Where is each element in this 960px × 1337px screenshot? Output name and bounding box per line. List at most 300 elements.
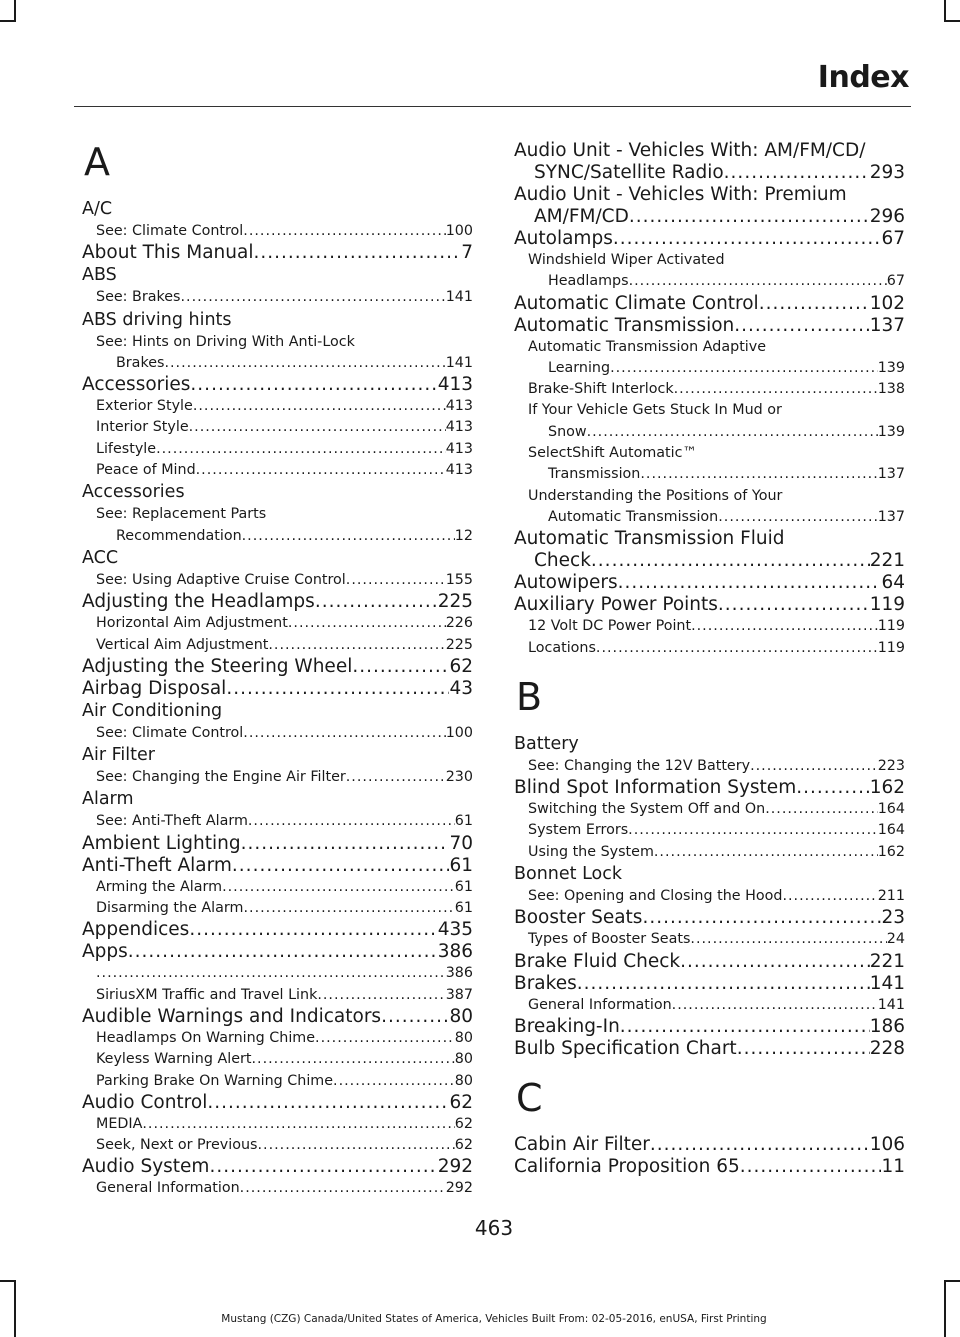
index-subentry: [82, 898, 473, 919]
entry-text: See: Climate Control: [96, 223, 244, 239]
dot-leader: [759, 293, 870, 315]
index-entry: [514, 228, 905, 250]
index-entry: Audio Unit - Vehicles With: Premium: [514, 184, 847, 205]
index-subentry: [514, 616, 905, 637]
index-entry: Accessories: [82, 482, 185, 503]
dot-leader: [241, 833, 450, 855]
index-subentry: [514, 995, 905, 1016]
page-ref: 80: [454, 1029, 473, 1046]
entry-text: See: Anti-Theft Alarm: [96, 813, 248, 830]
index-subentry: [514, 638, 905, 659]
page-ref: 67: [886, 273, 905, 290]
page-ref: 226: [445, 615, 473, 632]
entry-text: See: Brakes: [96, 289, 181, 306]
entry-text: Autowipers: [514, 572, 618, 594]
entry-text: Interior Style: [96, 419, 189, 436]
index-subentry: [514, 358, 905, 379]
index-entry: [82, 941, 473, 963]
index-entry: [82, 242, 473, 264]
index-entry: [514, 162, 905, 184]
crop-mark: [944, 20, 960, 22]
entry-list-right-c: [514, 1134, 905, 1178]
entry-text: Automatic Climate Control: [514, 292, 759, 314]
entry-list-left: [82, 198, 473, 1200]
section-letter-a: A: [84, 140, 110, 184]
page-ref: 62: [454, 1115, 473, 1132]
crop-mark: [0, 1280, 16, 1282]
entry-text: Airbag Disposal: [82, 677, 227, 699]
dot-leader: [209, 1156, 437, 1178]
page-ref: 386: [445, 965, 473, 982]
entry-text: See: Changing the 12V Battery: [528, 757, 751, 774]
index-subentry: [514, 379, 905, 400]
entry-text: Adjusting the Steering Wheel: [82, 655, 353, 677]
index-subentry: [82, 963, 473, 984]
entry-text: SYNC/Satellite Radio: [534, 162, 724, 183]
dot-leader: [718, 594, 870, 616]
dot-leader: [317, 985, 445, 1006]
page-ref: 230: [445, 769, 473, 786]
page-ref: 24: [886, 931, 905, 948]
entry-text: Transmission: [548, 466, 641, 483]
index-entry: Automatic Transmission Fluid: [514, 528, 785, 550]
index-entry: [82, 919, 473, 941]
dot-leader: [315, 591, 438, 613]
dot-leader: [654, 842, 878, 863]
index-entry: Alarm: [82, 789, 134, 810]
entry-text: SiriusXM Traffic and Travel Link: [96, 986, 318, 1003]
page-ref: 80: [454, 1072, 473, 1089]
index-subentry: See: Hints on Driving With Anti-Lock: [96, 333, 355, 350]
dot-leader: [718, 507, 877, 528]
entry-text: Auxiliary Power Points: [514, 594, 718, 616]
page-ref: 435: [437, 919, 473, 941]
entry-text: Locations: [528, 639, 596, 656]
page-ref: 61: [454, 900, 473, 917]
page-ref: 80: [449, 1005, 473, 1027]
dot-leader: [724, 162, 870, 184]
page-ref: 64: [881, 572, 905, 594]
dot-leader: [156, 439, 446, 460]
index-column-left: [82, 140, 473, 1200]
entry-text: Horizontal Aim Adjustment: [96, 615, 288, 632]
entry-text: General Information: [96, 1180, 240, 1197]
index-entry: [82, 374, 473, 396]
dot-leader: [222, 877, 455, 898]
entry-text: See: Opening and Closing the Hood: [528, 888, 783, 905]
index-entry: [514, 550, 905, 572]
page-ref: 221: [869, 550, 905, 572]
index-entry: ABS driving hints: [82, 309, 232, 330]
entry-text: Recommendation: [116, 527, 242, 544]
entry-text: 12 Volt DC Power Point: [528, 618, 692, 635]
index-entry: A/C: [82, 199, 113, 219]
entry-text: Seek, Next or Previous: [96, 1137, 258, 1154]
dot-leader: [333, 1071, 455, 1092]
crop-mark: [14, 0, 16, 22]
dot-leader: [618, 572, 882, 594]
entry-text: California Proposition 65: [514, 1155, 740, 1177]
page-ref: 223: [877, 757, 905, 774]
section-letter-b: B: [516, 674, 543, 719]
entry-text: Brake Fluid Check: [514, 950, 681, 972]
page-ref: 61: [454, 878, 473, 895]
dot-leader: [128, 941, 438, 963]
page-ref: 61: [449, 854, 473, 876]
dot-leader: [243, 898, 454, 919]
page-ref: 141: [445, 289, 473, 306]
page-ref: 70: [449, 832, 473, 854]
index-entry: [82, 656, 473, 678]
entry-text: Learning: [548, 359, 611, 376]
index-entry: [514, 293, 905, 315]
page-ref: 62: [449, 655, 473, 677]
page-ref: 67: [881, 228, 905, 249]
page-ref: 413: [445, 419, 473, 436]
entry-text: Exterior Style: [96, 398, 193, 415]
dot-leader: [591, 550, 870, 572]
page-ref: 228: [869, 1037, 905, 1059]
index-subentry: [82, 221, 473, 242]
dot-leader: [620, 1016, 870, 1038]
index-subentry: [514, 886, 905, 907]
index-subentry: Automatic Transmission Adaptive: [528, 338, 767, 355]
dot-leader: [226, 678, 449, 700]
entry-text: Vertical Aim Adjustment: [96, 636, 269, 653]
dot-leader: [796, 777, 869, 799]
entry-text: See: Using Adaptive Cruise Control: [96, 571, 346, 588]
index-entry: [514, 315, 905, 337]
dot-leader: [96, 963, 446, 984]
dot-leader: [346, 570, 446, 591]
entry-text: Autolamps: [514, 228, 613, 249]
entry-text: Anti-Theft Alarm: [82, 854, 232, 876]
dot-leader: [587, 422, 878, 443]
dot-leader: [782, 886, 877, 907]
index-entry: Battery: [514, 733, 579, 754]
page-ref: 155: [445, 571, 473, 588]
page-ref: 387: [445, 986, 473, 1003]
dot-leader: [740, 1156, 882, 1178]
dot-leader: [207, 1092, 449, 1114]
index-entry: [514, 951, 905, 973]
entry-text: See: Climate Control: [96, 724, 244, 741]
page-ref: 141: [445, 354, 473, 371]
dot-leader: [193, 396, 446, 417]
dot-leader: [381, 1006, 449, 1028]
page-ref: 413: [445, 462, 473, 479]
index-subentry: [82, 1028, 473, 1049]
index-subentry: [82, 353, 473, 374]
entry-text: Check: [534, 550, 591, 572]
entry-text: Disarming the Alarm: [96, 900, 244, 917]
dot-leader: [628, 820, 878, 841]
index-subentry: Windshield Wiper Activated: [528, 252, 725, 268]
page-ref: 7: [461, 242, 473, 264]
entry-text: Appendices: [82, 919, 190, 941]
index-subentry: [82, 570, 473, 591]
entry-text: Audio Control: [82, 1091, 208, 1113]
dot-leader: [737, 1038, 870, 1060]
page-ref: 119: [877, 618, 905, 635]
entry-text: Apps: [82, 941, 128, 963]
index-entry: Audio Unit - Vehicles With: AM/FM/CD/: [514, 140, 866, 161]
dot-leader: [189, 919, 437, 941]
dot-leader: [672, 995, 878, 1016]
crop-mark: [14, 1280, 16, 1337]
dot-leader: [674, 379, 878, 400]
index-subentry: Understanding the Positions of Your: [528, 487, 783, 504]
dot-leader: [240, 1178, 446, 1199]
dot-leader: [243, 221, 445, 242]
entry-text: Keyless Warning Alert: [96, 1051, 252, 1068]
page-ref: 139: [877, 423, 905, 440]
index-entry: [82, 591, 473, 613]
dot-leader: [610, 358, 878, 379]
index-entry: [514, 206, 905, 228]
entry-text: Bulb Specification Chart: [514, 1037, 737, 1059]
dot-leader: [252, 1049, 455, 1070]
section-letter-c: C: [516, 1075, 543, 1120]
index-subentry: [82, 439, 473, 460]
dot-leader: [680, 951, 870, 973]
entry-text: Parking Brake On Warning Chime: [96, 1072, 334, 1089]
index-entry: [82, 1006, 473, 1028]
index-subentry: [82, 811, 473, 832]
dot-leader: [629, 271, 887, 292]
index-entry: Bonnet Lock: [514, 864, 622, 885]
index-entry: [514, 1134, 905, 1156]
page-ref: 141: [877, 996, 905, 1013]
dot-leader: [196, 460, 446, 481]
index-entry: [514, 572, 905, 594]
page-ref: 225: [437, 591, 473, 613]
dot-leader: [642, 907, 881, 929]
page-ref: 413: [445, 398, 473, 415]
dot-leader: [352, 656, 449, 678]
page-ref: 164: [877, 822, 905, 839]
page-ref: 12: [454, 527, 473, 544]
dot-leader: [315, 1028, 455, 1049]
dot-leader: [189, 417, 446, 438]
entry-text: Audio System: [82, 1156, 210, 1178]
dot-leader: [142, 1114, 454, 1135]
entry-text: Accessories: [82, 374, 191, 396]
page-ref: 119: [869, 594, 905, 616]
entry-text: MEDIA: [96, 1115, 143, 1132]
index-subentry: [82, 1114, 473, 1135]
entry-text: Automatic Transmission: [548, 508, 719, 525]
page-ref: 225: [445, 636, 473, 653]
page-ref: 292: [437, 1156, 473, 1178]
entry-text: Arming the Alarm: [96, 878, 223, 895]
dot-leader: [765, 799, 878, 820]
entry-list-right-b: [514, 733, 905, 1060]
entry-text: Audible Warnings and Indicators: [82, 1005, 382, 1027]
dot-leader: [750, 756, 878, 777]
page-ref: 413: [445, 440, 473, 457]
entry-text: Lifestyle: [96, 440, 157, 457]
page-ref: 62: [449, 1091, 473, 1113]
dot-leader: [629, 206, 870, 228]
index-subentry: See: Replacement Parts: [96, 506, 267, 523]
entry-text: Snow: [548, 423, 587, 440]
index-subentry: [82, 460, 473, 481]
dot-leader: [181, 287, 446, 308]
index-subentry: [514, 799, 905, 820]
index-entry: [514, 973, 905, 995]
page-ref: 62: [454, 1137, 473, 1154]
page-ref: 23: [881, 907, 905, 929]
dot-leader: [232, 855, 450, 877]
page-ref: 164: [877, 801, 905, 818]
index-subentry: If Your Vehicle Gets Stuck In Mud or: [528, 402, 782, 419]
entry-text: Adjusting the Headlamps: [82, 591, 315, 613]
index-entry: [514, 594, 905, 616]
page-ref: 139: [877, 359, 905, 376]
entry-text: Types of Booster Seats: [528, 931, 691, 948]
index-subentry: [82, 1135, 473, 1156]
page-ref: 141: [869, 972, 905, 994]
dot-leader: [346, 767, 446, 788]
index-subentry: [514, 820, 905, 841]
header-divider: [74, 106, 911, 107]
dot-leader: [268, 635, 445, 656]
page-ref: 43: [449, 677, 473, 699]
entry-text: See: Changing the Engine Air Filter: [96, 769, 346, 786]
crop-mark: [944, 1280, 946, 1337]
index-entry: [514, 1038, 905, 1060]
index-subentry: [82, 287, 473, 308]
index-subentry: [82, 1178, 473, 1199]
index-subentry: [514, 464, 905, 485]
index-subentry: [514, 756, 905, 777]
page-ref: 138: [877, 381, 905, 398]
page-ref: 11: [881, 1155, 905, 1177]
page-ref: 413: [437, 374, 473, 396]
index-subentry: [514, 842, 905, 863]
entry-text: Brake-Shift Interlock: [528, 381, 674, 398]
index-subentry: [514, 422, 905, 443]
page-title: Index: [817, 60, 909, 95]
entry-text: Breaking-In: [514, 1015, 620, 1037]
crop-mark: [944, 0, 946, 22]
index-subentry: [82, 417, 473, 438]
page-ref: 61: [454, 813, 473, 830]
entry-text: Cabin Air Filter: [514, 1133, 650, 1155]
index-subentry: [82, 877, 473, 898]
entry-text: Brakes: [116, 354, 165, 371]
index-subentry: [514, 507, 905, 528]
index-entry: [82, 855, 473, 877]
dot-leader: [254, 242, 462, 264]
entry-text: Automatic Transmission: [514, 314, 735, 336]
page-number: 463: [474, 1216, 514, 1240]
page-ref: 186: [869, 1015, 905, 1037]
index-entry: [82, 678, 473, 700]
edition-info: Mustang (CZG) Canada/United States of America, Vehicles Built From: 02-05-2016, enUSA, First Printing: [221, 1313, 767, 1325]
index-column-right: [514, 140, 905, 1178]
dot-leader: [248, 811, 455, 832]
index-entry: [514, 1156, 905, 1178]
page-ref: 162: [869, 777, 905, 799]
page-ref: 162: [877, 843, 905, 860]
index-entry: ACC: [82, 547, 119, 568]
crop-mark: [0, 20, 16, 22]
entry-text: Peace of Mind: [96, 462, 196, 479]
dot-leader: [691, 616, 878, 637]
dot-leader: [164, 353, 445, 374]
index-entry: Air Conditioning: [82, 700, 223, 721]
entry-text: Using the System: [528, 843, 654, 860]
index-subentry: [82, 613, 473, 634]
crop-mark: [944, 1280, 960, 1282]
index-subentry: [82, 767, 473, 788]
entry-text: Brakes: [514, 972, 577, 994]
index-subentry: [82, 526, 473, 547]
page-ref: 386: [437, 941, 473, 963]
index-subentry: [82, 396, 473, 417]
entry-text: About This Manual: [82, 242, 254, 264]
index-subentry: [514, 929, 905, 950]
page-ref: 100: [445, 223, 473, 239]
dot-leader: [613, 228, 882, 250]
dot-leader: [243, 723, 445, 744]
index-entry: [514, 1016, 905, 1038]
index-subentry: SelectShift Automatic™: [528, 445, 697, 462]
page-ref: 80: [454, 1051, 473, 1068]
dot-leader: [190, 374, 437, 396]
entry-text: Ambient Lighting: [82, 832, 241, 854]
index-entry: [514, 907, 905, 929]
page-ref: 119: [877, 639, 905, 656]
index-subentry: [82, 985, 473, 1006]
index-entry: [82, 833, 473, 855]
page-ref: 292: [445, 1180, 473, 1197]
index-subentry: [82, 1071, 473, 1092]
dot-leader: [650, 1134, 870, 1156]
index-subentry: [82, 1049, 473, 1070]
entry-list-right-a: [514, 140, 905, 659]
entry-text: AM/FM/CD: [534, 206, 629, 227]
page-ref: 293: [869, 162, 905, 183]
page-ref: 137: [877, 466, 905, 483]
dot-leader: [577, 973, 870, 995]
page-ref: 137: [869, 314, 905, 336]
page-ref: 102: [869, 292, 905, 314]
page-ref: 137: [877, 508, 905, 525]
dot-leader: [734, 315, 869, 337]
index-entry: [82, 1092, 473, 1114]
dot-leader: [596, 638, 878, 659]
dot-leader: [640, 464, 877, 485]
dot-leader: [288, 613, 446, 634]
page-ref: 100: [445, 724, 473, 741]
index-entry: [514, 777, 905, 799]
index-subentry: [82, 635, 473, 656]
entry-text: Switching the System Off and On: [528, 801, 766, 818]
index-subentry: [514, 271, 905, 292]
page-ref: 296: [869, 206, 905, 227]
page-ref: 221: [869, 950, 905, 972]
index-entry: [82, 1156, 473, 1178]
dot-leader: [690, 929, 886, 950]
index-subentry: [82, 723, 473, 744]
index-entry: ABS: [82, 265, 117, 286]
entry-text: System Errors: [528, 822, 629, 839]
dot-leader: [242, 526, 455, 547]
index-entry: Air Filter: [82, 745, 155, 766]
